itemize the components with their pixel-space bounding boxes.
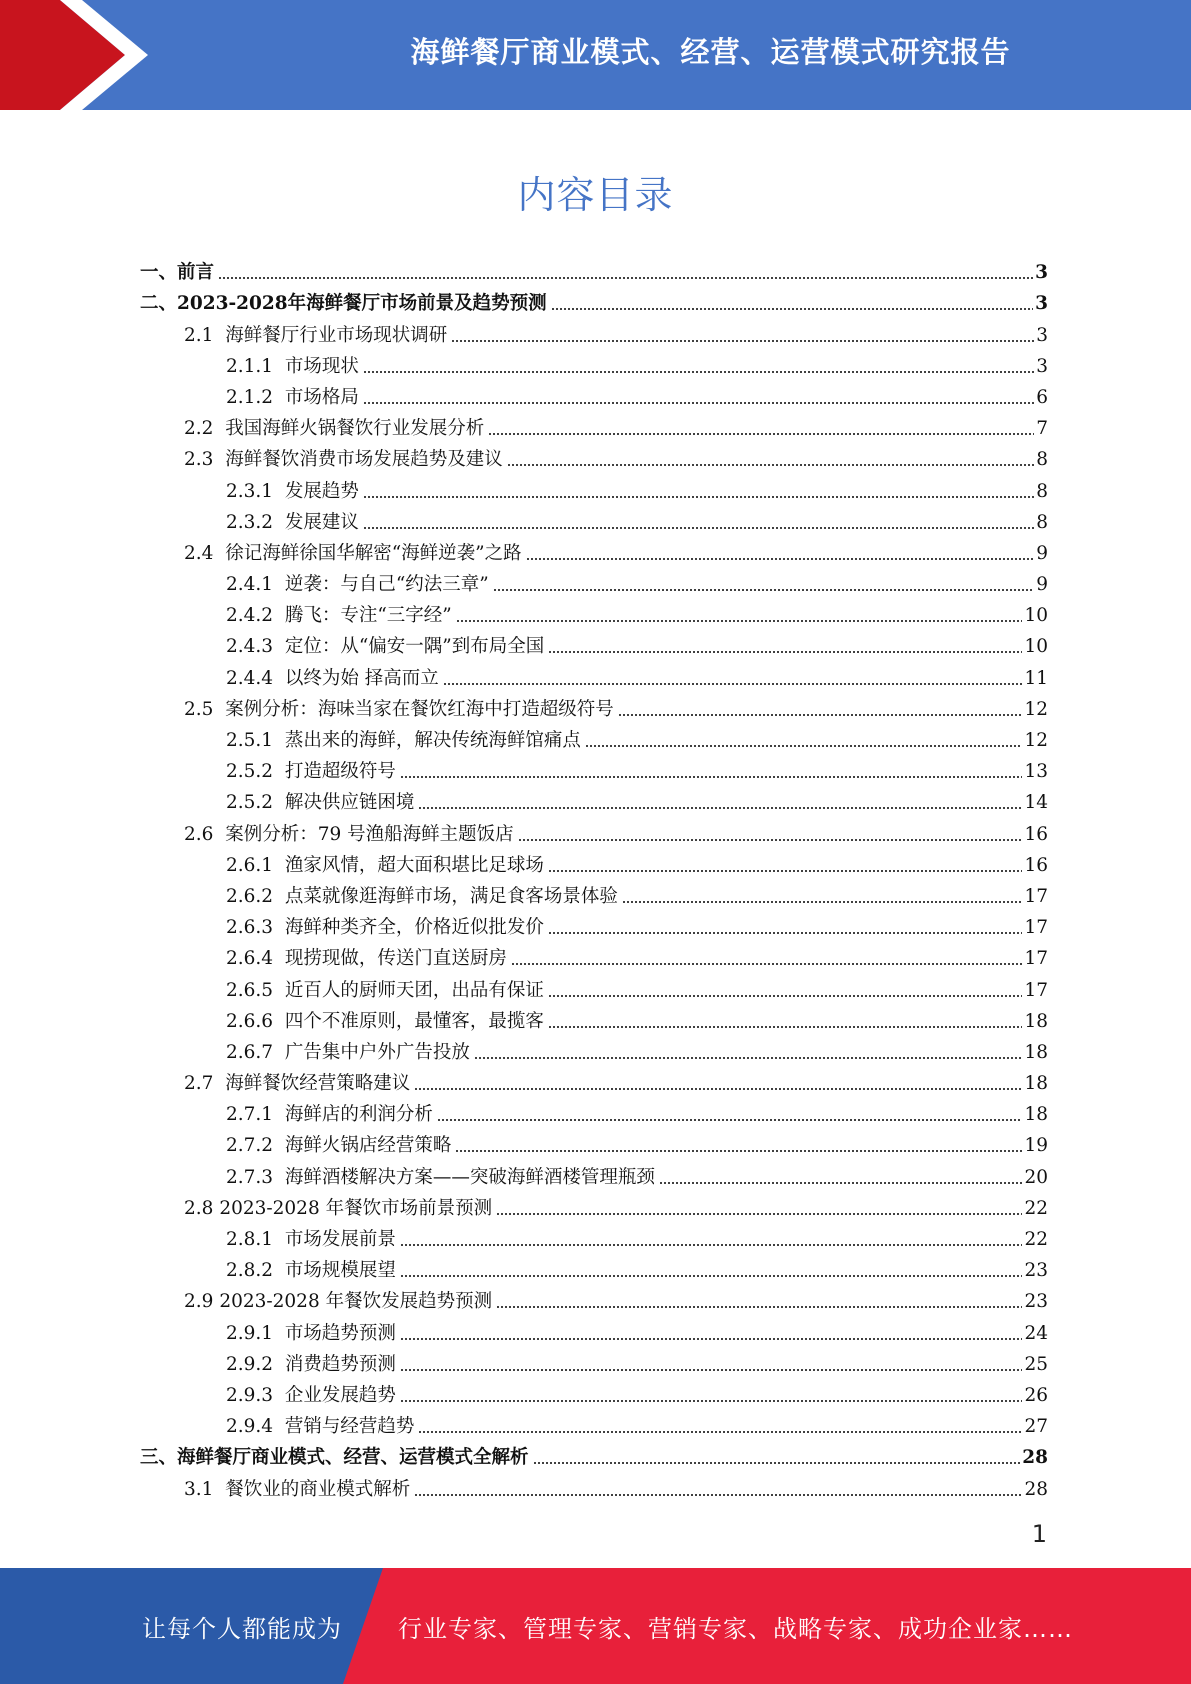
toc-entry-page: 8	[1036, 449, 1048, 471]
toc-entry-number: 2.7.1	[226, 1104, 285, 1126]
toc-entry-page: 7	[1036, 418, 1048, 440]
toc-entry-title: 海鲜餐饮消费市场发展趋势及建议	[225, 449, 503, 471]
toc-entry-page: 20	[1024, 1166, 1048, 1188]
toc-entry[interactable]	[140, 1064, 1048, 1095]
toc-entry-number: 2.9.3	[226, 1384, 285, 1406]
toc-entry[interactable]	[140, 690, 1048, 721]
toc-entry[interactable]	[140, 503, 1048, 534]
dot-leader	[418, 806, 1022, 810]
toc-entry[interactable]	[140, 939, 1048, 970]
dot-leader	[443, 682, 1023, 686]
dot-leader	[414, 1493, 1022, 1497]
toc-entry-title: 海鲜种类齐全，价格近似批发价	[284, 917, 544, 939]
toc-entry-page: 10	[1024, 605, 1048, 627]
toc-entry-page: 3	[1036, 355, 1048, 377]
toc-entry-page: 25	[1024, 1353, 1048, 1375]
toc-entry-number: 2.5.1	[226, 730, 285, 751]
toc-entry-page: 18	[1024, 1010, 1048, 1032]
toc-entry-page: 17	[1024, 948, 1048, 970]
toc-entry-page: 3	[1036, 324, 1048, 346]
toc-entry-title: 蒸出来的海鲜，解决传统海鲜馆痛点	[284, 730, 581, 751]
toc-entry-number: 2.6.2	[226, 885, 285, 907]
toc-entry-page: 19	[1024, 1135, 1048, 1157]
dot-leader	[455, 1149, 1022, 1153]
toc-entry-number: 2.6.7	[226, 1041, 285, 1063]
toc-entry-page: 17	[1024, 979, 1048, 1001]
toc-entry-title: 案例分析：海味当家在餐饮红海中打造超级符号	[225, 698, 614, 720]
toc-entry-title: 2023-2028年海鲜餐厅市场前景及趋势预测	[177, 293, 547, 315]
toc-entry-title: 企业发展趋势	[284, 1384, 396, 1406]
toc-entry[interactable]	[140, 1126, 1048, 1157]
toc-entry[interactable]	[140, 347, 1048, 378]
toc-entry[interactable]	[140, 534, 1048, 565]
footer-slogan-left: 让每个人都能成为	[142, 1614, 342, 1643]
toc-entry[interactable]	[140, 378, 1048, 409]
toc-entry[interactable]	[140, 471, 1048, 502]
toc-entry-number: 2.6.6	[226, 1010, 285, 1032]
toc-entry[interactable]	[140, 658, 1048, 689]
toc-entry[interactable]	[140, 752, 1048, 783]
dot-leader	[551, 307, 1033, 311]
toc-entry-number: 3.1	[184, 1478, 226, 1500]
dot-leader	[548, 931, 1023, 935]
toc-entry[interactable]	[140, 627, 1048, 658]
toc-entry-number: 一、	[140, 262, 178, 284]
toc-entry-title: 海鲜餐厅行业市场现状调研	[225, 324, 448, 346]
toc-entry[interactable]	[140, 1002, 1048, 1033]
header-banner	[0, 0, 1191, 110]
toc-entry-page: 10	[1024, 636, 1048, 658]
toc-entry-title: 打造超级符号	[284, 761, 396, 783]
chevron-arrow-icon	[0, 0, 160, 110]
toc-entry-number: 三、	[140, 1447, 178, 1469]
dot-leader	[437, 1118, 1023, 1122]
dot-leader	[474, 1056, 1023, 1060]
toc-entry[interactable]	[140, 721, 1048, 752]
toc-entry-page: 22	[1024, 1229, 1048, 1250]
toc-entry-number: 2.9.1	[226, 1322, 285, 1344]
toc-entry-title: 近百人的厨师天团，出品有保证	[284, 979, 544, 1001]
toc-entry-title: 消费趋势预测	[284, 1353, 396, 1375]
dot-leader	[659, 1181, 1023, 1185]
toc-entry-page: 24	[1024, 1322, 1048, 1344]
toc-entry-title: 海鲜店的利润分析	[284, 1104, 433, 1126]
toc-entry-title: 我国海鲜火锅餐饮行业发展分析	[225, 418, 485, 440]
toc-entry-title: 前言	[177, 262, 215, 284]
footer-slogan-right: 行业专家、管理专家、营销专家、战略专家、成功企业家……	[398, 1614, 1073, 1643]
toc-entry-page: 14	[1024, 792, 1048, 814]
dot-leader	[414, 1087, 1022, 1091]
toc-entry-page: 18	[1024, 1104, 1048, 1126]
toc-entry-page: 9	[1036, 542, 1048, 564]
toc-entry-title: 腾飞：专注“三字经”	[284, 605, 452, 627]
toc-entry-title: 市场现状	[284, 355, 359, 377]
toc-entry-title: 解决供应链困境	[284, 792, 415, 814]
toc-entry-number: 2.4.3	[226, 636, 285, 658]
toc-entry-title: 海鲜餐饮经营策略建议	[225, 1073, 411, 1095]
toc-entry-number: 2.7.2	[226, 1135, 285, 1157]
toc-entry-title: 徐记海鲜徐国华解密“海鲜逆袭”之路	[225, 542, 522, 564]
toc-entry-number: 2.9.2	[226, 1353, 285, 1375]
toc-entry[interactable]	[140, 1376, 1048, 1407]
dot-leader	[496, 1212, 1022, 1216]
toc-entry-number: 2.4.1	[226, 574, 285, 596]
toc-entry-title: 广告集中户外广告投放	[284, 1041, 470, 1063]
dot-leader	[400, 1337, 1023, 1341]
toc-entry-number: 2.6	[184, 823, 226, 845]
toc-entry-number: 2.9.4	[226, 1416, 285, 1438]
toc-entry-page: 12	[1024, 730, 1048, 751]
toc-entry[interactable]	[140, 1469, 1048, 1500]
toc-entry-page: 22	[1024, 1197, 1048, 1219]
toc-entry[interactable]	[140, 253, 1048, 284]
toc-entry-title: 市场趋势预测	[284, 1322, 396, 1344]
dot-leader	[418, 1430, 1022, 1434]
toc-entry[interactable]	[140, 877, 1048, 908]
toc-entry-page: 27	[1024, 1416, 1048, 1438]
toc-entry-title: 以终为始 择高而立	[284, 667, 439, 689]
dot-leader	[488, 432, 1034, 436]
toc-entry[interactable]	[140, 1438, 1048, 1469]
dot-leader	[456, 619, 1023, 623]
toc-entry[interactable]	[140, 783, 1048, 814]
toc-entry-number: 2.6.3	[226, 917, 285, 939]
toc-entry-number: 2.6.4	[226, 948, 285, 970]
toc-entry-page: 3	[1035, 262, 1048, 284]
dot-leader	[400, 1274, 1023, 1278]
toc-heading: 内容目录	[517, 173, 674, 217]
toc-entry-number: 2.5	[184, 698, 226, 720]
toc-entry-page: 23	[1024, 1260, 1048, 1282]
toc-entry-page: 12	[1024, 698, 1048, 720]
dot-leader	[518, 838, 1023, 842]
toc-entry-page: 16	[1024, 854, 1048, 876]
toc-entry-title: 发展趋势	[284, 480, 359, 502]
toc-entry-page: 13	[1024, 761, 1048, 783]
dot-leader	[548, 869, 1023, 873]
toc-entry-page: 18	[1024, 1073, 1048, 1095]
toc-entry[interactable]	[140, 409, 1048, 440]
toc-entry[interactable]	[140, 1220, 1048, 1251]
toc-entry-title: 2023-2028 年餐饮市场前景预测	[219, 1197, 493, 1219]
toc-entry-page: 11	[1024, 667, 1048, 689]
toc-entry-number: 2.5.2	[226, 792, 285, 814]
toc-entry-title: 点菜就像逛海鲜市场，满足食客场景体验	[284, 885, 618, 907]
toc-entry-number: 2.3.1	[226, 480, 285, 502]
toc-entry[interactable]	[140, 1189, 1048, 1220]
dot-leader	[363, 370, 1034, 374]
toc-entry[interactable]	[140, 596, 1048, 627]
toc-entry-number: 2.4	[184, 542, 226, 564]
toc-entry-page: 18	[1024, 1041, 1048, 1063]
dot-leader	[548, 994, 1023, 998]
toc-entry-title: 逆袭：与自己“约法三章”	[284, 574, 489, 596]
toc-entry-page: 8	[1036, 480, 1048, 502]
toc-entry-number: 二、	[140, 293, 178, 315]
dot-leader	[548, 650, 1022, 654]
toc-entry-number: 2.3	[184, 449, 226, 471]
toc-entry-number: 2.1.1	[226, 355, 285, 377]
dot-leader	[400, 1399, 1023, 1403]
toc-entry[interactable]	[140, 284, 1048, 315]
dot-leader	[400, 1368, 1023, 1372]
toc-entry-number: 2.3.2	[226, 511, 285, 533]
toc-entry-number: 2.8.2	[226, 1260, 285, 1282]
toc-entry-title: 市场规模展望	[284, 1260, 396, 1282]
report-title: 海鲜餐厅商业模式、经营、运营模式研究报告	[410, 34, 1011, 69]
dot-leader	[585, 744, 1023, 748]
toc-entry[interactable]	[140, 814, 1048, 845]
dot-leader	[533, 1461, 1021, 1465]
toc-entry[interactable]	[140, 1033, 1048, 1064]
toc-entry-title: 定位：从“偏安一隅”到布局全国	[284, 636, 545, 658]
dot-leader	[548, 1025, 1023, 1029]
toc-entry-page: 17	[1024, 917, 1048, 939]
toc-entry[interactable]	[140, 1095, 1048, 1126]
toc-entry-number: 2.1.2	[226, 386, 285, 408]
toc-entry-title: 2023-2028 年餐饮发展趋势预测	[219, 1291, 493, 1313]
dot-leader	[511, 962, 1023, 966]
toc-entry-title: 发展建议	[284, 511, 359, 533]
toc-entry-title: 市场格局	[284, 386, 359, 408]
toc-entry[interactable]	[140, 315, 1048, 346]
toc-entry-title: 海鲜酒楼解决方案——突破海鲜酒楼管理瓶颈	[284, 1166, 655, 1188]
toc-entry-title: 营销与经营趋势	[284, 1416, 415, 1438]
toc-entry-title: 海鲜火锅店经营策略	[284, 1135, 452, 1157]
dot-leader	[363, 526, 1034, 530]
dot-leader	[400, 1243, 1023, 1247]
toc-entry-title: 四个不准原则，最懂客，最揽客	[284, 1010, 544, 1032]
toc-entry[interactable]	[140, 565, 1048, 596]
toc-entry-title: 市场发展前景	[284, 1229, 396, 1250]
toc-entry[interactable]	[140, 440, 1048, 471]
dot-leader	[526, 557, 1035, 561]
toc-entry[interactable]	[140, 1251, 1048, 1282]
toc-entry-page: 8	[1036, 511, 1048, 533]
toc-entry-page: 17	[1024, 885, 1048, 907]
dot-leader	[496, 1305, 1022, 1309]
toc-entry-number: 2.5.2	[226, 761, 285, 783]
page-number: 1	[1031, 1520, 1047, 1548]
toc-entry-number: 2.6.5	[226, 979, 285, 1001]
toc-entry[interactable]	[140, 1282, 1048, 1313]
toc-entry-title: 餐饮业的商业模式解析	[225, 1478, 411, 1500]
toc-entry-number: 2.7.3	[226, 1166, 285, 1188]
toc-entry-number: 2.4.4	[226, 667, 285, 689]
toc-entry-number: 2.4.2	[226, 605, 285, 627]
toc-entry-page: 28	[1022, 1447, 1048, 1469]
toc-entry-title: 现捞现做，传送门直送厨房	[284, 948, 507, 970]
toc-entry-title: 案例分析：79 号渔船海鲜主题饭店	[225, 823, 514, 845]
toc-entry-number: 2.1	[184, 324, 226, 346]
dot-leader	[618, 713, 1023, 717]
footer-banner	[0, 1568, 1191, 1684]
toc-entry-page: 23	[1024, 1291, 1048, 1313]
toc-entry[interactable]	[140, 846, 1048, 877]
toc-entry-number: 2.9	[184, 1291, 220, 1313]
toc-entry-page: 9	[1036, 574, 1048, 596]
toc-entry[interactable]	[140, 908, 1048, 939]
toc-entry-page: 16	[1024, 823, 1048, 845]
dot-leader	[507, 463, 1035, 467]
toc-entry[interactable]	[140, 1157, 1048, 1188]
toc-entry[interactable]	[140, 970, 1048, 1001]
toc-entry-title: 海鲜餐厅商业模式、经营、运营模式全解析	[177, 1447, 529, 1469]
dot-leader	[451, 339, 1034, 343]
table-of-contents	[140, 253, 1048, 1501]
toc-entry-page: 6	[1036, 386, 1048, 408]
toc-entry[interactable]	[140, 1313, 1048, 1344]
toc-entry-page: 28	[1024, 1478, 1048, 1500]
toc-entry-number: 2.7	[184, 1073, 226, 1095]
toc-entry-number: 2.8.1	[226, 1229, 285, 1250]
dot-leader	[400, 775, 1023, 779]
toc-entry-number: 2.6.1	[226, 854, 285, 876]
toc-entry-number: 2.8	[184, 1197, 220, 1219]
toc-entry[interactable]	[140, 1345, 1048, 1376]
toc-entry-title: 渔家风情，超大面积堪比足球场	[284, 854, 544, 876]
dot-leader	[622, 900, 1023, 904]
toc-entry-number: 2.2	[184, 418, 226, 440]
toc-entry[interactable]	[140, 1407, 1048, 1438]
dot-leader	[363, 495, 1034, 499]
toc-entry-page: 26	[1024, 1384, 1048, 1406]
dot-leader	[218, 276, 1033, 280]
dot-leader	[493, 588, 1034, 592]
toc-entry-page: 3	[1035, 293, 1048, 315]
dot-leader	[363, 401, 1034, 405]
